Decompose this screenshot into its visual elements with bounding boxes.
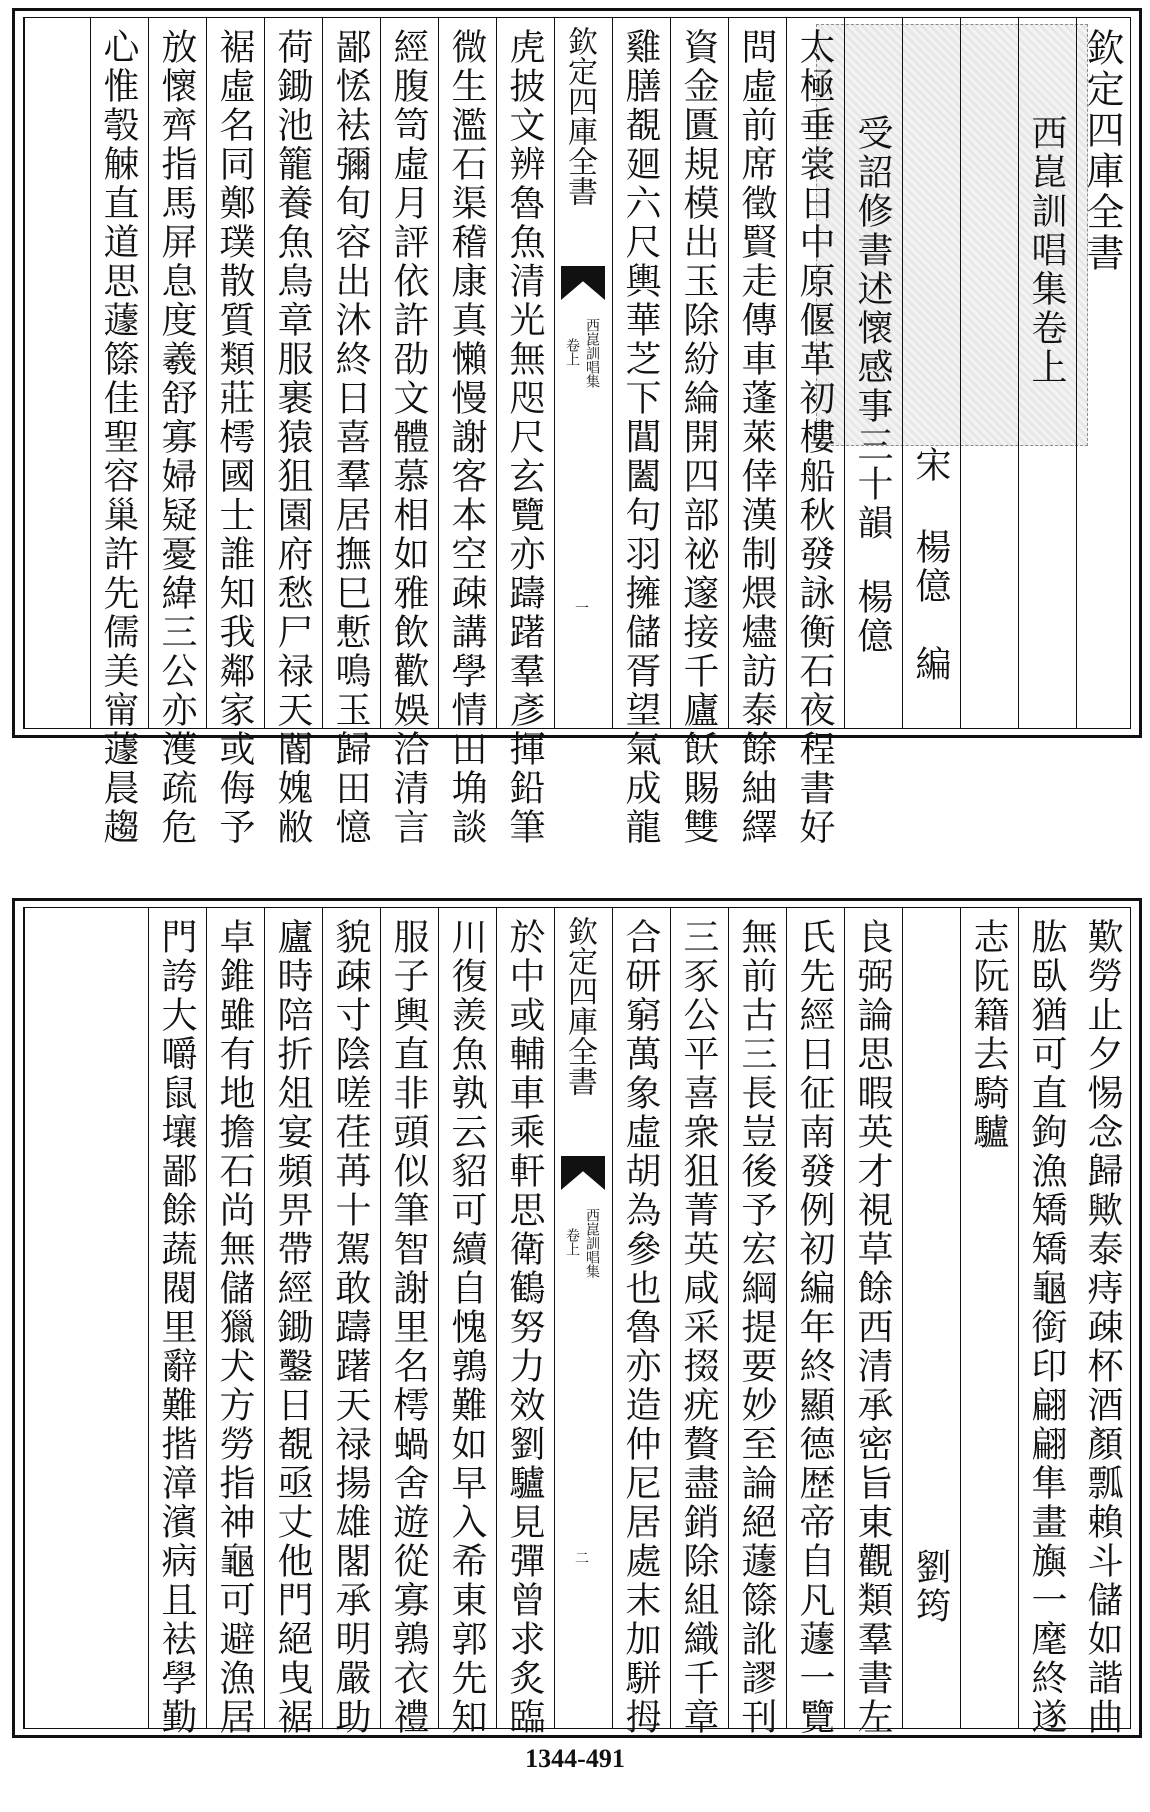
text-line: 氏先經日征南發例初編年終顯德歴帝自凡蘧一覽: [794, 918, 835, 1737]
text-column: [322, 18, 380, 847]
text-column: [264, 18, 322, 847]
top-compiler: 楊億 編: [910, 528, 951, 684]
gutter-sub-title: 西崑訓唱集: [584, 1208, 600, 1278]
text-column: [496, 18, 554, 847]
text-line: 合研窮萬象虛胡為參也魯亦造仲尼居處末加駢拇: [620, 918, 661, 1737]
text-column: [322, 908, 380, 1737]
gutter-label: 欽定四庫全書: [562, 916, 597, 1096]
text-column: [264, 908, 322, 1737]
top-blank-column: [960, 18, 1018, 728]
text-line: 放懷齊指馬屏息度羲舒寡婦疑憂緯三公亦濩疏危: [156, 28, 197, 847]
text-line: 無前古三長豈後予宏綱提要妙至論絕蘧篨訛謬刊: [736, 918, 777, 1737]
text-line: 荷鋤池籠養魚鳥章服裹猿狙園府愁尸禄天閽媿敝: [272, 28, 313, 847]
text-column: [844, 908, 902, 1737]
text-line: 志阮籍去騎驢: [968, 918, 1009, 1152]
text-line: 心惟彀觫直道思蘧篨佳聖容巢許先儒美甯蘧晨趨: [98, 28, 139, 847]
text-column: [612, 18, 670, 847]
top-title: 欽定四庫全書: [1080, 28, 1124, 274]
fish-tail-mark-icon: [561, 1156, 605, 1190]
text-column: [728, 18, 786, 847]
gutter-page-number: 二: [575, 1551, 589, 1567]
fish-tail-mark-icon: [561, 266, 605, 300]
bottom-center-gutter: [554, 908, 612, 1728]
text-line: 卓錐雖有地擔石尚無儲獵犬方勞指神龜可避漁居: [214, 918, 255, 1737]
text-line: 川復羨魚孰云貂可續自愧鶉難如早入希東郭先知: [446, 918, 487, 1737]
text-line: 微生濫石渠稽康真懶慢謝客本空疎講學情田埆談: [446, 28, 487, 847]
text-line: 門誇大嚼鼠壤鄙餘蔬閥里辭難揩漳濱病且袪學勤: [156, 918, 197, 1737]
top-title-column: [1076, 18, 1132, 728]
top-poem-title: 受詔修書述懷感事三十韻: [852, 114, 893, 543]
text-line: 太極垂裳日中原偃革初樓船秋發詠衡石夜程書好: [794, 28, 835, 847]
text-line: 三豕公平喜衆狙菁英咸采掇疣贅盡銷除組織千章: [678, 918, 719, 1737]
page-number: 1344-491: [525, 1744, 625, 1773]
text-line: 歎勞止夕惕念歸歟泰痔疎杯酒顏瓢賴斗儲如諧曲: [1082, 918, 1123, 1737]
text-column: [960, 908, 1018, 1728]
top-center-gutter: [554, 18, 612, 728]
gutter-sub-volume: 卷上: [564, 1228, 580, 1256]
text-line: 良弼論思暇英才視草餘西清承密旨東觀類羣書左: [852, 918, 893, 1737]
text-column: [380, 18, 438, 847]
bottom-page: [12, 898, 1142, 1738]
top-book-title-column: [1018, 18, 1076, 728]
text-column: [786, 908, 844, 1737]
bottom-author-column: [902, 908, 960, 1728]
top-author: 楊億: [852, 578, 893, 656]
text-line: 雞膳覩廻六尺輿華芝下閶闔句羽擁儲胥望氣成龍: [620, 28, 661, 847]
text-line: 虎披文辨魯魚清光無咫尺玄覽亦躊躇羣彥揮鉛筆: [504, 28, 545, 847]
text-line: 服子輿直非頭似筆智謝里名樗蝸舍遊從寡鶉衣禮: [388, 918, 429, 1737]
gutter-sub-title: 西崑訓唱集: [584, 318, 600, 388]
top-left-margin-column: [24, 18, 90, 728]
gutter-label: 欽定四庫全書: [562, 26, 597, 206]
bottom-left-margin-column: [24, 908, 148, 1728]
text-line: 於中或輔車乘軒思衛鶴努力效劉驢見彈曾求炙臨: [504, 918, 545, 1737]
text-line: 資金匱規模出玉除紛綸開四部祕邃接千廬飫賜雙: [678, 28, 719, 847]
text-line: 經腹笥虛月評依許劭文體慕相如雅飲歡娛洽清言: [388, 28, 429, 847]
text-column: [670, 908, 728, 1737]
gutter-page-number: 一: [575, 601, 589, 617]
text-column: [148, 908, 206, 1737]
gutter-sub-volume: 卷上: [564, 338, 580, 366]
text-line: 肱臥猶可直鉤漁矯矯龜銜印翩翩隼畫旟一麾終遂: [1026, 918, 1067, 1737]
text-column: [438, 908, 496, 1737]
text-column: [612, 908, 670, 1737]
text-column: [728, 908, 786, 1737]
top-page-frame: [23, 17, 1131, 847]
text-column: [786, 18, 844, 847]
top-page: [12, 8, 1142, 847]
bottom-page-frame: [23, 907, 1131, 1737]
top-book-title: 西崑訓唱集卷上: [1026, 114, 1067, 387]
text-column: [496, 908, 554, 1737]
text-column: [206, 18, 264, 847]
text-column: [380, 908, 438, 1737]
text-line: 鄙恡袪彌旬容出沐終日喜羣居撫巳慙鳴玉歸田憶: [330, 28, 371, 847]
text-line: 貌疎寸陰嗟荏苒十駕敢躊躇天禄揚雄閣承明嚴助: [330, 918, 371, 1737]
top-dynasty: 宋: [910, 446, 951, 485]
text-column: [206, 908, 264, 1737]
text-column: [1076, 908, 1132, 1737]
top-byline-column: [902, 18, 960, 728]
text-column: [90, 18, 148, 847]
text-column: [670, 18, 728, 847]
top-poem-title-column: [844, 18, 902, 728]
text-column: [438, 18, 496, 847]
text-line: 裾虛名同鄭璞散質類莊樗國士誰知我鄰家或侮予: [214, 28, 255, 847]
text-line: 問虛前席徵賢走傳車蓬萊倖漢制煨燼訪泰餘紬繹: [736, 28, 777, 847]
text-column: [1018, 908, 1076, 1737]
text-column: [148, 18, 206, 847]
text-line: 廬時陪折俎宴頻畀帶經鋤鑿日覩亟丈他門絕曳裾: [272, 918, 313, 1737]
bottom-second-author: 劉筠: [910, 1548, 951, 1626]
